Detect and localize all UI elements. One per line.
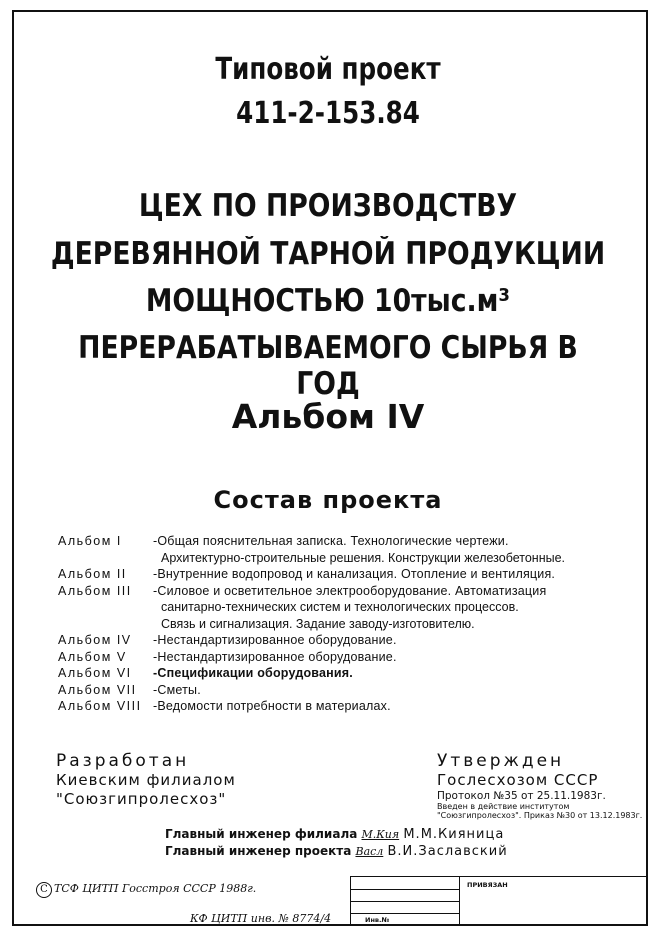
album-label: Альбом VI: [58, 666, 132, 680]
signature-row: [165, 826, 508, 843]
enacted-line: Введен в действие институтом: [437, 802, 570, 811]
album-description: -Внутренние водопровод и канализация. Отопление и вентиляция.: [153, 567, 556, 581]
copy-inventory-note: КФ ЦИТП инв. № 8774/4: [190, 912, 332, 925]
album-description: -Нестандартизированное оборудование.: [153, 649, 397, 664]
copyright-circle-icon: С: [36, 882, 52, 898]
title-block-rule: [351, 913, 459, 914]
album-title: Альбом IV: [231, 397, 425, 436]
album-description-continued: Связь и сигнализация. Задание заводу-изготовителю.: [161, 616, 475, 631]
list-item: [58, 682, 648, 699]
album-description: -Спецификации оборудования.: [153, 666, 353, 680]
signature-name: В.И.Заславский: [387, 844, 508, 859]
album-description: -Общая пояснительная записка. Технологические чертежи.: [153, 534, 509, 548]
title-block-rule: [351, 889, 459, 890]
signatures-block: [165, 826, 508, 860]
title-line-1: ЦЕХ ПО ПРОИЗВОДСТВУ: [138, 188, 518, 224]
album-label: Альбом VII: [58, 682, 137, 697]
list-item: [58, 632, 648, 649]
album-description: -Нестандартизированное оборудование.: [153, 633, 397, 647]
signature-name: М.М.Кияница: [403, 827, 505, 842]
album-label: Альбом III: [58, 583, 132, 598]
album-label: Альбом V: [58, 649, 127, 664]
title-block: [350, 876, 648, 926]
signature-scribble: М.Кия: [361, 828, 400, 841]
title-block-rule: [351, 901, 459, 902]
title-line-4: ПЕРЕРАБАТЫВАЕМОГО СЫРЬЯ В ГОД: [78, 330, 578, 402]
list-item: [58, 533, 648, 550]
album-list: [58, 533, 648, 715]
title-block-divider: [459, 877, 460, 926]
approved-heading: Утвержден: [437, 751, 565, 771]
project-number: 411-2-153.84: [236, 96, 420, 131]
list-item: [58, 583, 648, 600]
album-description: -Силовое и осветительное электрооборудование. Автоматизация: [153, 583, 547, 598]
developer-line: Киевским филиалом: [56, 771, 236, 789]
order-line: "Союзгипролесхоз". Приказ №30 от 13.12.1983г.: [437, 811, 643, 820]
list-item: [58, 566, 648, 583]
signature-role: Главный инженер проекта: [165, 844, 352, 858]
signature-row: [165, 843, 508, 860]
signature-scribble: Васл: [355, 845, 384, 858]
album-label: Альбом VIII: [58, 699, 142, 713]
album-description: -Сметы.: [153, 682, 201, 697]
album-description: -Ведомости потребности в материалах.: [153, 699, 391, 713]
developed-by-block: [56, 752, 236, 809]
album-label: Альбом II: [58, 567, 127, 581]
bound-label: ПРИВЯЗАН: [467, 881, 508, 889]
list-item: [58, 649, 648, 666]
album-description-continued: Архитектурно-строительные решения. Конструкции железобетонные.: [161, 550, 566, 565]
list-item: [58, 665, 648, 682]
developed-heading: Разработан: [56, 751, 190, 771]
title-line-2: ДЕРЕВЯННОЙ ТАРНОЙ ПРОДУКЦИИ: [50, 236, 606, 272]
project-type-label: Типовой проект: [215, 52, 441, 87]
composition-heading: Состав проекта: [213, 486, 443, 514]
copyright-stamp: [36, 882, 256, 898]
inventory-label: Инв.№: [365, 916, 390, 924]
approved-by-block: [437, 752, 647, 820]
album-description-continued: санитарно-технических систем и технологических процессов.: [161, 600, 519, 614]
album-label: Альбом I: [58, 534, 122, 548]
signature-role: Главный инженер филиала: [165, 827, 358, 841]
approver-name: Гослесхозом СССР: [437, 771, 599, 789]
protocol-line: Протокол №35 от 25.11.1983г.: [437, 790, 606, 802]
list-item: [58, 698, 648, 715]
stamp-text: ТСФ ЦИТП Госстроя СССР 1988г.: [54, 882, 257, 895]
title-line-3: МОЩНОСТЬЮ 10тыс.м³: [145, 283, 511, 319]
developer-name: "Союзгипролесхоз": [56, 790, 227, 808]
album-label: Альбом IV: [58, 633, 132, 647]
